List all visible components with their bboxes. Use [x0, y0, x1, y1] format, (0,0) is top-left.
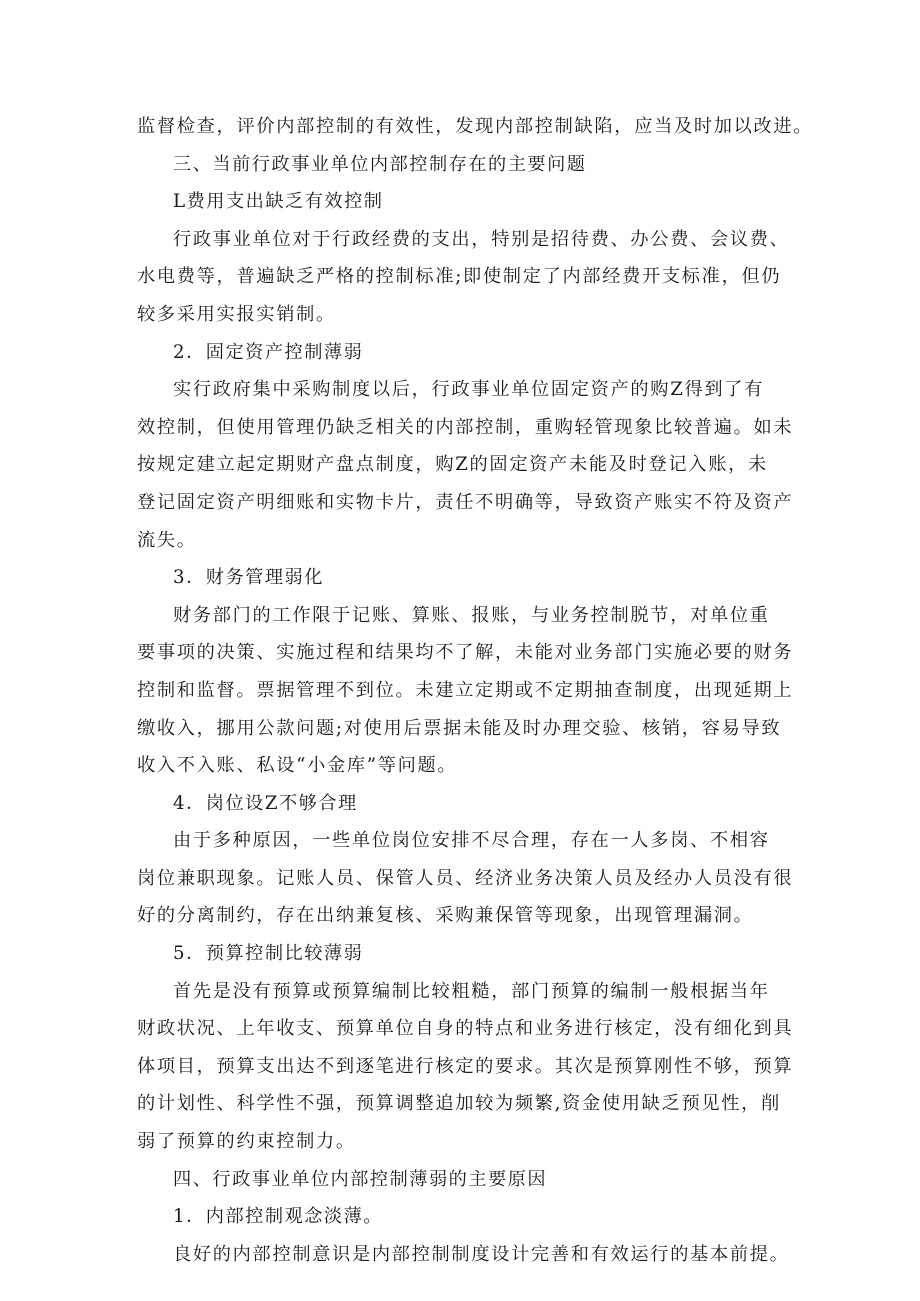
section-heading: 三、当前行政事业单位内部控制存在的主要问题 — [173, 153, 587, 175]
paragraph-line: 要事项的决策、实施过程和结果均不了解，未能对业务部门实施必要的财务 — [137, 642, 794, 664]
paragraph-line: 效控制，但使用管理仍缺乏相关的内部控制，重购轻管现象比较普遍。如未 — [137, 416, 794, 438]
paragraph-line: 流失。 — [137, 529, 197, 551]
section-heading: 四、行政事业单位内部控制薄弱的主要原因 — [173, 1168, 548, 1190]
subsection-heading: 2．固定资产控制薄弱 — [173, 341, 364, 363]
subsection-heading: 5．预算控制比较薄弱 — [173, 943, 364, 965]
paragraph-line: 由于多种原因，一些单位岗位安排不尽合理，存在一人多岗、不相容 — [173, 830, 770, 852]
paragraph-line: 监督检查，评价内部控制的有效性，发现内部控制缺陷，应当及时加以改进。 — [137, 116, 814, 137]
paragraph-line: 收入不入账、私设“小金库”等问题。 — [137, 755, 458, 777]
paragraph-line: 水电费等，普遍缺乏严格的控制标准;即使制定了内部经费开支标准，但仍 — [137, 266, 782, 288]
paragraph-line: 控制和监督。票据管理不到位。未建立定期或不定期抽查制度，出现延期上 — [137, 679, 794, 701]
paragraph-line: 较多采用实报实销制。 — [137, 303, 336, 325]
subsection-heading: 4．岗位设Z不够合理 — [173, 792, 358, 814]
subsection-heading: 1．内部控制观念淡薄。 — [173, 1206, 383, 1228]
paragraph-line: 行政事业单位对于行政经费的支出，特别是招待费、办公费、会议费、 — [173, 228, 790, 250]
paragraph-line: 缴收入，挪用公款问题;对使用后票据未能及时办理交验、核销，容易导致 — [137, 717, 782, 739]
paragraph-line: 首先是没有预算或预算编制比较粗糙，部门预算的编制一般根据当年 — [173, 980, 770, 1002]
paragraph-line: 的计划性、科学性不强，预算调整追加较为频繁,资金使用缺乏预见性，削 — [137, 1093, 781, 1115]
paragraph-line: 好的分离制约，存在出纳兼复核、采购兼保管等现象，出现管理漏洞。 — [137, 905, 754, 927]
paragraph-line: 财务部门的工作限于记账、算账、报账，与业务控制脱节，对单位重 — [173, 604, 770, 626]
paragraph-line: 体项目，预算支出达不到逐笔进行核定的要求。其次是预算刚性不够，预算 — [137, 1055, 794, 1077]
paragraph-line: 财政状况、上年收支、预算单位自身的特点和业务进行核定，没有细化到具 — [137, 1018, 794, 1040]
subsection-heading: L费用支出缺乏有效控制 — [173, 191, 384, 213]
paragraph-line: 登记固定资产明细账和实物卡片，责任不明确等，导致资产账实不符及资产 — [137, 491, 794, 513]
paragraph-line: 良好的内部控制意识是内部控制制度设计完善和有效运行的基本前提。 — [173, 1243, 790, 1265]
subsection-heading: 3．财务管理弱化 — [173, 567, 324, 589]
paragraph-line: 弱了预算的约束控制力。 — [137, 1131, 356, 1153]
paragraph-line: 岗位兼职现象。记账人员、保管人员、经济业务决策人员及经办人员没有很 — [137, 867, 794, 889]
paragraph-line: 按规定建立起定期财产盘点制度，购Z的固定资产未能及时登记入账，未 — [137, 454, 768, 476]
paragraph-line: 实行政府集中采购制度以后，行政事业单位固定资产的购Z得到了有 — [173, 379, 765, 401]
document-body — [137, 108, 813, 1273]
